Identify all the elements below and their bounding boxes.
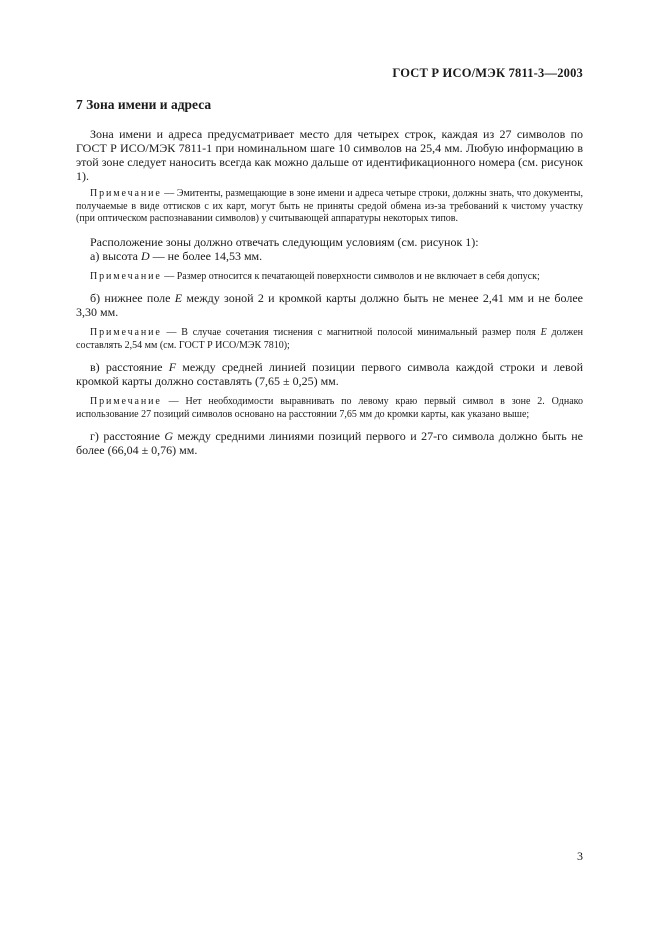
note-2-text: — Размер относится к печатающей поверхности символов и не включает в себя допуск; <box>161 270 540 282</box>
note-4-text: — Нет необходимости выравнивать по левому краю первый символ в зоне 2. Однако использование 27 позиций символов основано на расстоянии 7,65 мм до кромки карты, как указано выше; <box>76 396 583 420</box>
note-label: Примечание <box>90 188 162 199</box>
variable-e: E <box>174 291 183 305</box>
variable-g: G <box>164 429 174 443</box>
variable-f: F <box>168 360 177 374</box>
note-3: Примечание — В случае сочетания тиснения с магнитной полосой минимальный размер поля E должен составлять 2,54 мм (см. ГОСТ Р ИСО/МЭК 7810); <box>76 327 583 351</box>
note-label: Примечание <box>90 396 162 407</box>
list-item-d: г) расстояние G между средними линиями позиций первого и 27-го символа должно быть не более (66,04 ± 0,76) мм. <box>76 429 583 457</box>
variable-d: D <box>140 248 150 263</box>
document-code-header: ГОСТ Р ИСО/МЭК 7811-3—2003 <box>392 66 583 80</box>
note-2 <box>76 271 583 284</box>
list-item-a: а) высота D — не более 14,53 мм. <box>90 248 263 263</box>
page-number: 3 <box>577 849 583 863</box>
note-label: Примечание <box>90 270 162 282</box>
paragraph-intro: Зона имени и адреса предусматривает место для четырех строк, каждая из 27 символов по ГОСТ Р ИСО/МЭК 7811-1 при номинальном шаге 10 символов на 25,4 мм. Любую информацию в этой зоне следует наносить всегда как можно дальше от идентификационного номера (см. рисунок 1). <box>76 127 583 183</box>
note-1 <box>76 188 583 226</box>
list-item-b: б) нижнее поле E между зоной 2 и кромкой карты должно быть не менее 2,41 мм и не более 3,30 мм. <box>76 291 583 319</box>
note-4 <box>76 396 583 421</box>
variable-e: E <box>540 327 547 338</box>
paragraph-conditions: Расположение зоны должно отвечать следующим условиям (см. рисунок 1): <box>90 234 479 249</box>
note-label: Примечание <box>90 327 162 338</box>
note-1-text: — Эмитенты, размещающие в зоне имени и адреса четыре строки, должны знать, что документы, получаемые в виде оттисков с их карт, могут быть не приняты средой обмена из-за требований к чистому участку (при оптическом распознавании символов) у считывающей аппаратуры некоторых типов. <box>76 188 583 224</box>
section-body <box>76 127 583 457</box>
section-title: 7 Зона имени и адреса <box>76 97 212 112</box>
list-item-c: в) расстояние F между средней линией позиции первого символа каждой строки и левой кромкой карты должно составлять (7,65 ± 0,25) мм. <box>76 360 583 388</box>
